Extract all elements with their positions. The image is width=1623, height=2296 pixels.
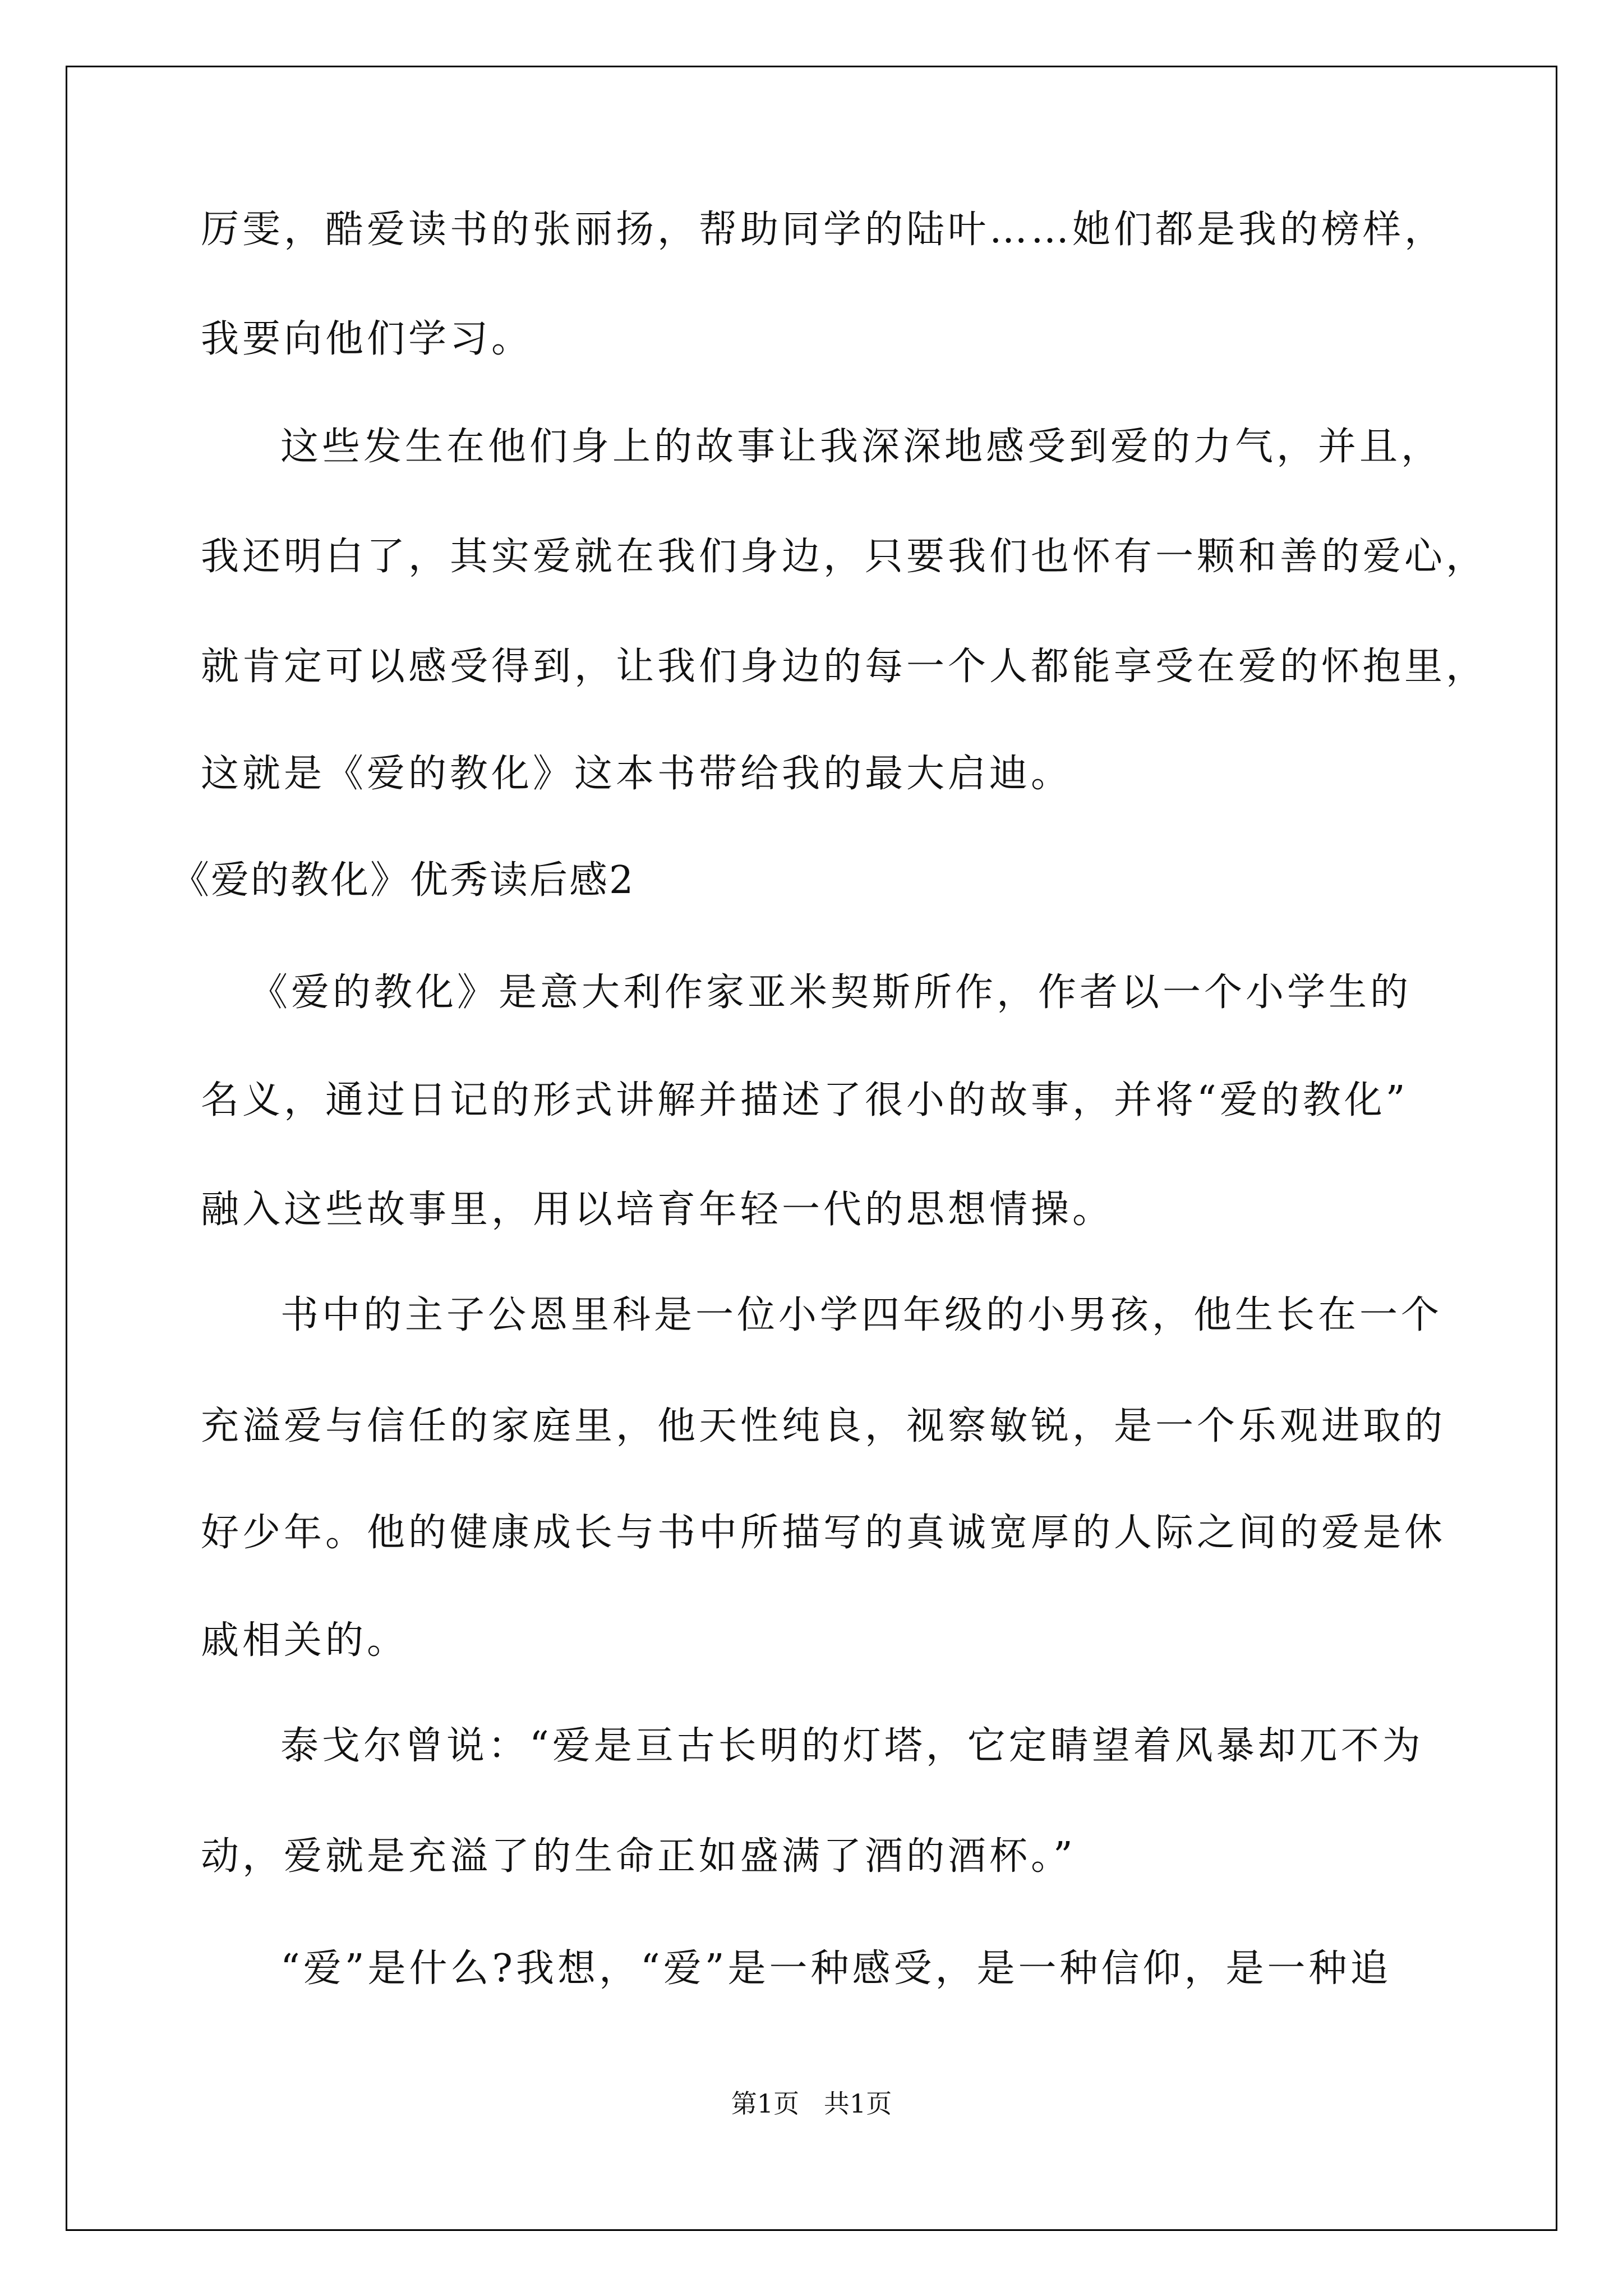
page-footer: 第1页 共1页: [731, 2088, 892, 2119]
paragraph-line: 好少年。他的健康成长与书中所描写的真诚宽厚的人际之间的爱是休: [201, 1511, 1446, 1555]
paragraph-line: 我要向他们学习。: [201, 317, 533, 361]
paragraph-line: 《爱的教化》是意大利作家亚米契斯所作，作者以一个小学生的: [250, 970, 1412, 1015]
page-border: [66, 66, 1557, 2231]
paragraph-line: 厉雯，酷爱读书的张丽扬，帮助同学的陆叶……她们都是我的榜样，: [201, 208, 1446, 252]
paragraph-line: 动，爱就是充溢了的生命正如盛满了酒的酒杯。”: [201, 1834, 1076, 1879]
paragraph-line: 充溢爱与信任的家庭里，他天性纯良，视察敏锐，是一个乐观进取的: [201, 1404, 1446, 1448]
paragraph-line: 书中的主子公恩里科是一位小学四年级的小男孩，他生长在一个: [280, 1293, 1443, 1337]
paragraph-line: 泰戈尔曾说：“爱是亘古长明的灯塔，它定睛望着风暴却兀不为: [280, 1724, 1424, 1768]
paragraph-line: 这些发生在他们身上的故事让我深深地感受到爱的力气，并且，: [280, 425, 1443, 469]
paragraph-line: 这就是《爱的教化》这本书带给我的最大启迪。: [201, 752, 1073, 796]
paragraph-line: 我还明白了，其实爱就在我们身边，只要我们也怀有一颗和善的爱心，: [201, 535, 1488, 579]
section-heading: 《爱的教化》优秀读后感2: [171, 858, 635, 903]
paragraph-line: 融入这些故事里，用以培育年轻一代的思想情操。: [201, 1188, 1114, 1232]
paragraph-line: 戚相关的。: [201, 1618, 409, 1663]
paragraph-line: “爱”是什么?我想，“爱”是一种感受，是一种信仰，是一种追: [280, 1947, 1392, 1991]
paragraph-line: 名义，通过日记的形式讲解并描述了很小的故事，并将“爱的教化”: [201, 1078, 1409, 1122]
paragraph-line: 就肯定可以感受得到，让我们身边的每一个人都能享受在爱的怀抱里，: [201, 645, 1488, 689]
